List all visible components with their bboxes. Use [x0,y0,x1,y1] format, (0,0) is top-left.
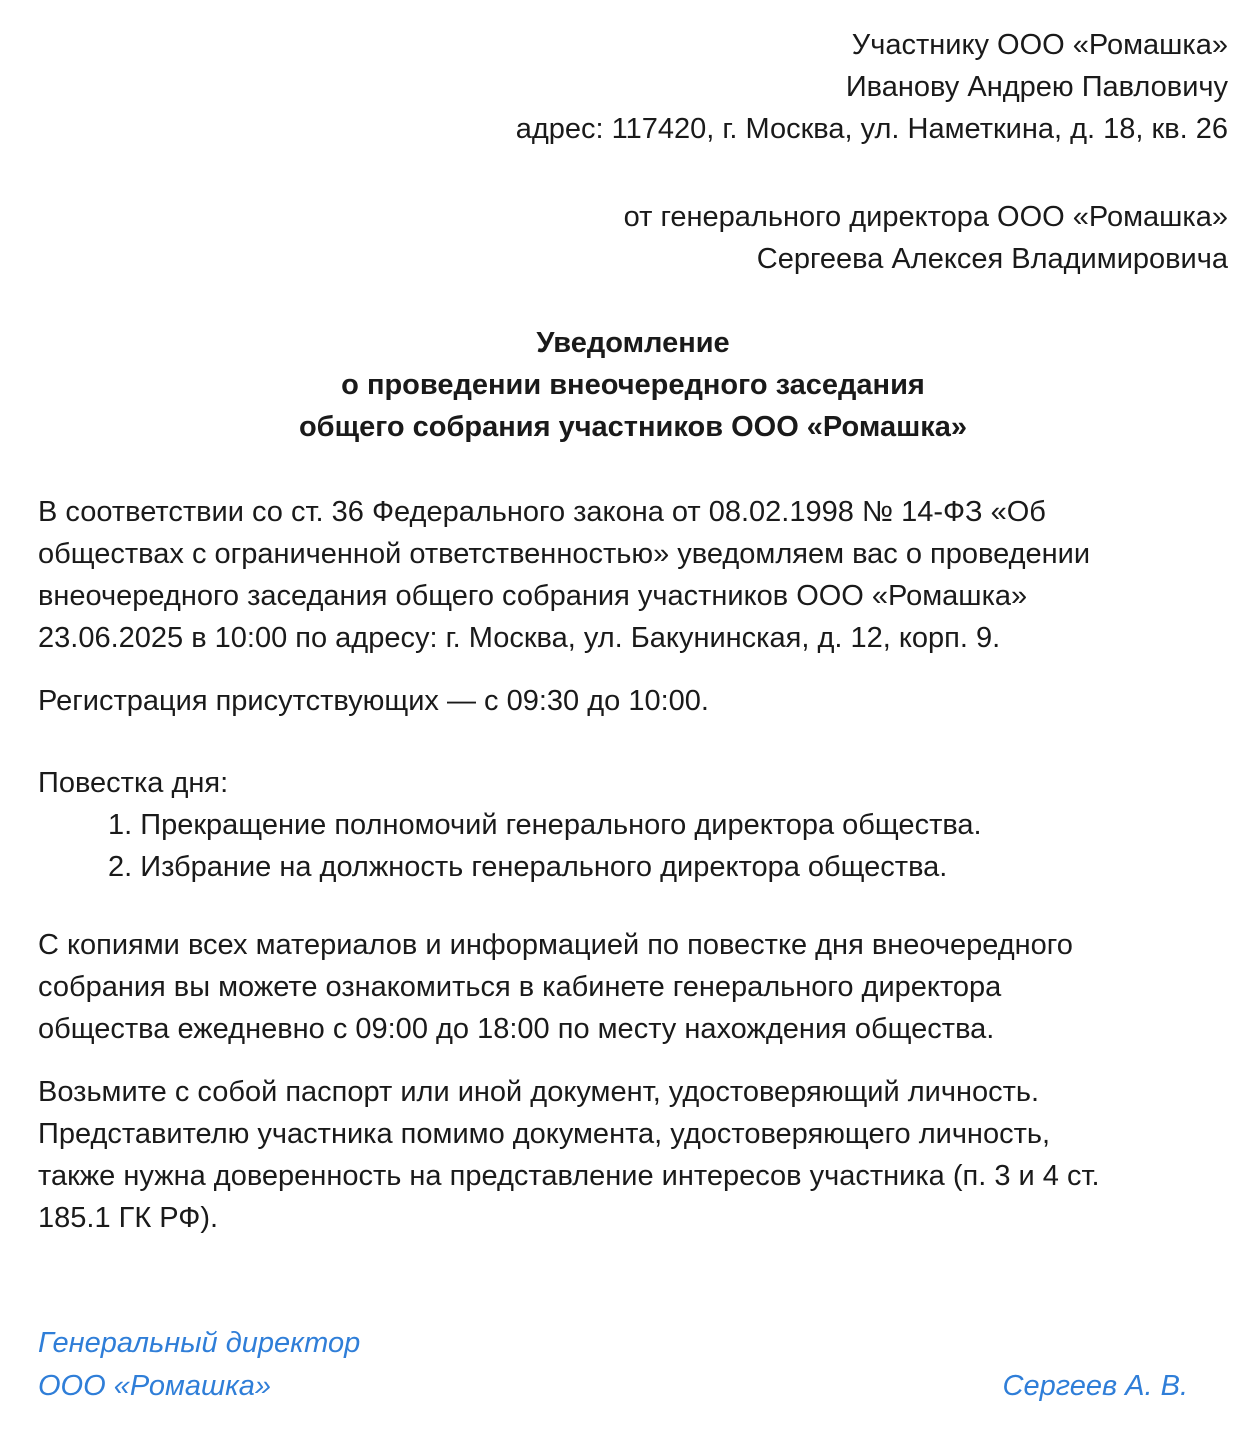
title-line: Уведомление [536,327,730,359]
paragraph-line: 185.1 ГК РФ). [38,1202,219,1234]
paragraph-line: С копиями всех материалов и информацией по повестке дня внеочередного [38,929,1073,961]
title-line: общего собрания участников ООО «Ромашка» [298,411,968,443]
paragraph-line: 23.06.2025 в 10:00 по адресу: г. Москва, ул. Бакунинская, д. 12, корп. 9. [38,622,1001,654]
signature-company-line: ООО «Ромашка» [38,1370,272,1402]
signature-name [1003,1365,1188,1408]
agenda-title: Повестка дня: [38,767,229,799]
paragraph-line: Возьмите с собой паспорт или иной документ, удостоверяющий личность. [38,1076,1040,1108]
agenda-heading [38,762,1228,804]
recipient-block [516,24,1228,150]
intro-paragraph [38,491,1228,659]
agenda-list [108,804,982,888]
recipient-name: Иванову Андрею Павловичу [845,71,1228,103]
agenda-item: 1. Прекращение полномочий генерального директора общества. [108,809,982,841]
registration-paragraph [38,680,1228,722]
paragraph-line: обществах с ограниченной ответственностью» уведомляем вас о проведении [38,538,1091,570]
signature-position [38,1322,360,1408]
agenda-item: 2. Избрание на должность генерального директора общества. [108,851,948,883]
materials-paragraph [38,924,1228,1050]
signature-position-line: Генеральный директор [38,1327,361,1359]
documents-paragraph [38,1071,1228,1239]
sender-position: от генерального директора ООО «Ромашка» [623,201,1228,233]
title-line: о проведении внеочередного заседания [341,369,925,401]
sender-block [624,196,1228,280]
signature-name-text: Сергеев А. В. [1002,1370,1188,1402]
paragraph-line: также нужна доверенность на представление интересов участника (п. 3 и 4 ст. [38,1160,1100,1192]
paragraph-line: собрания вы можете ознакомиться в кабинете генерального директора [38,971,1002,1003]
document-title [0,322,1260,448]
paragraph-line: общества ежедневно с 09:00 до 18:00 по месту нахождения общества. [38,1013,995,1045]
paragraph-line: Регистрация присутствующих — с 09:30 до 10:00. [38,685,709,717]
sender-name: Сергеева Алексея Владимировича [756,243,1228,275]
recipient-address: адрес: 117420, г. Москва, ул. Наметкина, д. 18, кв. 26 [515,113,1228,145]
recipient-line: Участнику ООО «Ромашка» [851,29,1228,61]
paragraph-line: Представителю участника помимо документа, удостоверяющего личность, [38,1118,1051,1150]
paragraph-line: В соответствии со ст. 36 Федерального закона от 08.02.1998 № 14-ФЗ «Об [38,496,1046,528]
paragraph-line: внеочередного заседания общего собрания участников ООО «Ромашка» [38,580,1028,612]
